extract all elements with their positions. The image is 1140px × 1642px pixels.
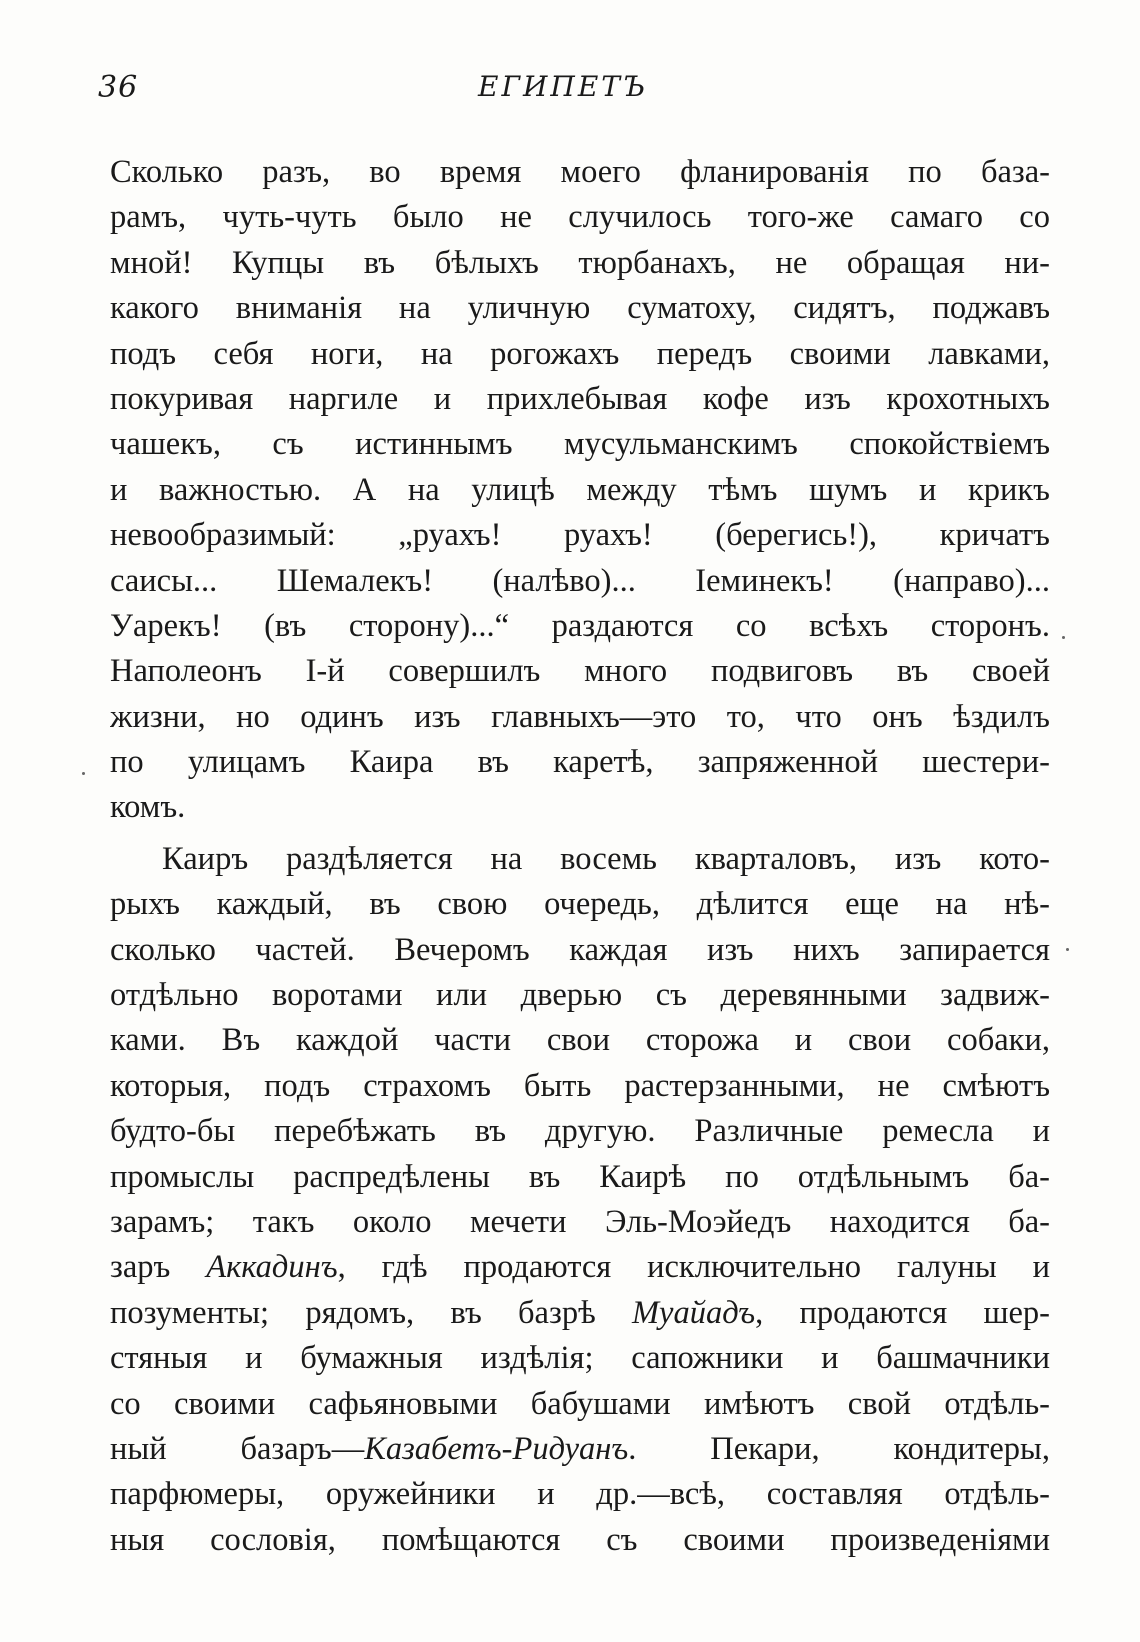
text-line: саисы... Шемалекъ! (налѣво)... Іеминекъ! (направо)... xyxy=(110,562,1050,599)
text-run: заръ xyxy=(110,1249,207,1286)
text-line: парфюмеры, оружейники и др.—всѣ, составляя отдѣль- xyxy=(110,1476,1050,1513)
text-line: жизни, но одинъ изъ главныхъ—это то, что онъ ѣздилъ xyxy=(110,698,1050,735)
text-line: зарамъ; такъ около мечети Эль-Моэйедъ находится ба- xyxy=(110,1203,1050,1240)
bazaar-name: Казабетъ-Ридуанъ xyxy=(364,1430,629,1467)
print-speck xyxy=(1062,636,1065,639)
text-line: ныя сословія, помѣщаются съ своими произведеніями xyxy=(110,1521,1050,1558)
text-line: стяныя и бумажныя издѣлія; сапожники и башмачники xyxy=(110,1340,1050,1377)
text-line: комъ. xyxy=(110,789,186,826)
text-line: чашекъ, съ истиннымъ мусульманскимъ спокойствіемъ xyxy=(110,426,1050,463)
text-line: рамъ, чуть-чуть было не случилось того-же самаго со xyxy=(110,199,1050,236)
body-text xyxy=(110,150,1050,1563)
text-run: . Пекари, кондитеры, xyxy=(628,1430,1050,1467)
paragraph-1 xyxy=(110,150,1050,831)
text-line: которыя, подъ страхомъ быть растерзанными, не смѣютъ xyxy=(110,1067,1050,1104)
text-line: отдѣльно воротами или дверью съ деревянными задвиж- xyxy=(110,977,1050,1014)
bazaar-name: Муайадъ xyxy=(631,1294,756,1331)
text-line: промыслы распредѣлены въ Каирѣ по отдѣльнымъ ба- xyxy=(110,1158,1050,1195)
text-line: сколько частей. Вечеромъ каждая изъ нихъ запирается xyxy=(110,931,1050,968)
text-line xyxy=(110,1427,1050,1472)
text-run: ный базаръ— xyxy=(110,1430,365,1467)
text-line xyxy=(110,1245,1050,1290)
running-title: ЕГИПЕТЪ xyxy=(478,70,649,103)
text-line: и важностью. А на улицѣ между тѣмъ шумъ и крикъ xyxy=(110,471,1050,508)
text-line: невообразимый: „руахъ! руахъ! (берегись!), кричатъ xyxy=(110,517,1050,554)
text-line: Наполеонъ І-й совершилъ много подвиговъ въ своей xyxy=(110,653,1050,690)
print-speck xyxy=(82,772,85,775)
page-number: 36 xyxy=(98,70,139,105)
text-line: покуривая наргиле и прихлебывая кофе изъ крохотныхъ xyxy=(110,380,1050,417)
text-line: рыхъ каждый, въ свою очередь, дѣлится еще на нѣ- xyxy=(110,886,1050,923)
text-run: , гдѣ продаются исключительно галуны и xyxy=(337,1249,1050,1286)
text-line: со своими сафьяновыми бабушами имѣютъ свой отдѣль- xyxy=(110,1385,1050,1422)
text-line: Каиръ раздѣляется на восемь кварталовъ, изъ кото- xyxy=(162,840,1050,877)
text-run: позументы; рядомъ, въ базрѣ xyxy=(110,1294,632,1331)
text-line xyxy=(110,1291,1050,1336)
text-line: подъ себя ноги, на рогожахъ передъ своими лавками, xyxy=(110,335,1050,372)
text-line: мной! Купцы въ бѣлыхъ тюрбанахъ, не обращая ни- xyxy=(110,244,1050,281)
paragraph-2 xyxy=(110,837,1050,1563)
bazaar-name: Аккадинъ xyxy=(206,1249,338,1286)
page-header xyxy=(98,70,1053,110)
print-speck xyxy=(1066,948,1069,951)
text-line: будто-бы перебѣжать въ другую. Различные ремесла и xyxy=(110,1113,1050,1150)
text-run: , продаются шер- xyxy=(755,1294,1050,1331)
text-line: Сколько разъ, во время моего фланированія по база- xyxy=(110,154,1050,190)
text-line: ками. Въ каждой части свои сторожа и свои собаки, xyxy=(110,1022,1050,1059)
text-line: по улицамъ Каира въ каретѣ, запряженной шестери- xyxy=(110,744,1050,781)
text-line: Уарекъ! (въ сторону)...“ раздаются со всѣхъ сторонъ. xyxy=(110,607,1050,644)
text-line: какого вниманія на уличную суматоху, сидятъ, поджавъ xyxy=(110,290,1050,327)
